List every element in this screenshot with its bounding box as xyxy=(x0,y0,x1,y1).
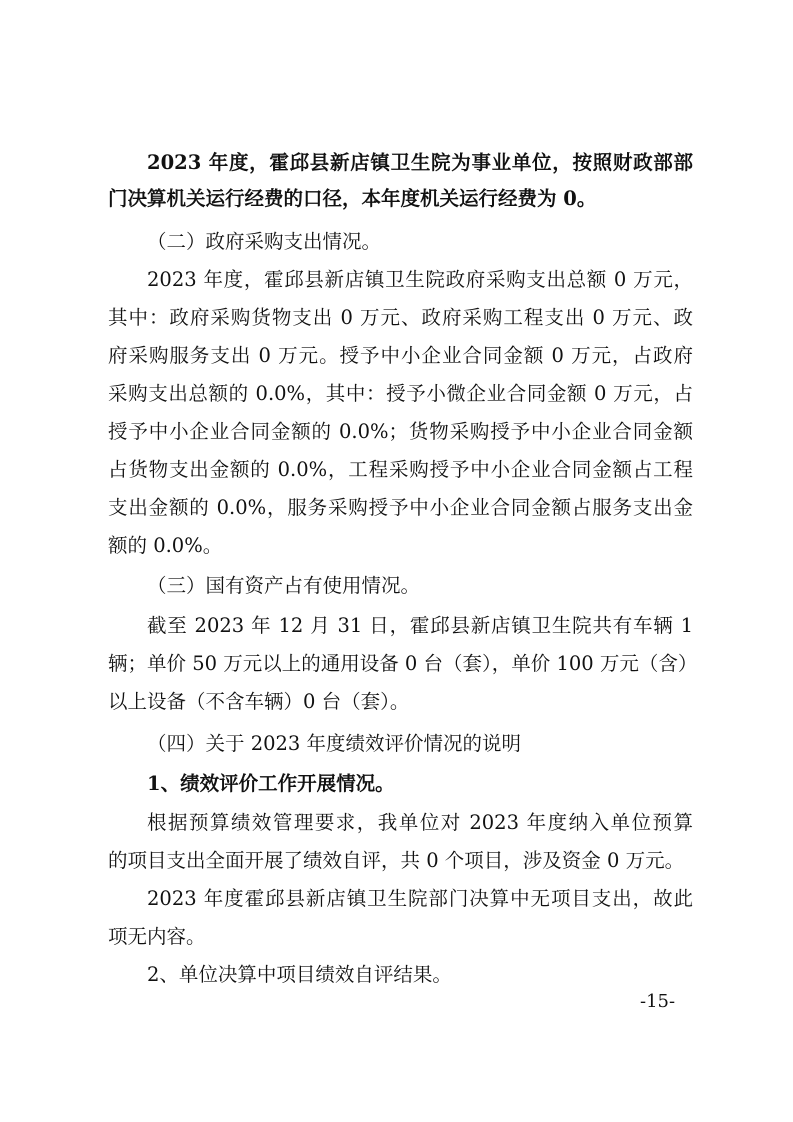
paragraph-procurement-line-2: 其中：政府采购货物支出 0 万元、政府采购工程支出 0 万元、政 xyxy=(108,306,693,329)
heading-state-assets: （三）国有资产占有使用情况。 xyxy=(147,574,421,597)
paragraph-procurement-line-5: 授予中小企业合同金额的 0.0%；货物采购授予中小企业合同金额 xyxy=(108,420,693,443)
paragraph-procurement-line-4: 采购支出总额的 0.0%，其中：授予小微企业合同金额 0 万元，占 xyxy=(108,382,693,405)
paragraph-operating-expense-line-1: 2023 年度，霍邱县新店镇卫生院为事业单位，按照财政部部 xyxy=(147,151,693,174)
heading-performance-evaluation: （四）关于 2023 年度绩效评价情况的说明 xyxy=(147,732,522,755)
heading-evaluation-work: 1、绩效评价工作开展情况。 xyxy=(147,772,395,795)
paragraph-evaluation-line-1: 根据预算绩效管理要求，我单位对 2023 年度纳入单位预算 xyxy=(147,811,693,834)
paragraph-no-project-line-1: 2023 年度霍邱县新店镇卫生院部门决算中无项目支出，故此 xyxy=(147,887,693,910)
paragraph-procurement-line-6: 占货物支出金额的 0.0%，工程采购授予中小企业合同金额占工程 xyxy=(108,458,693,481)
paragraph-procurement-line-1: 2023 年度，霍邱县新店镇卫生院政府采购支出总额 0 万元， xyxy=(147,268,693,291)
paragraph-procurement-line-3: 府采购服务支出 0 万元。授予中小企业合同金额 0 万元，占政府 xyxy=(108,344,693,367)
heading-self-evaluation-results: 2、单位决算中项目绩效自评结果。 xyxy=(147,963,452,986)
page-number: -15- xyxy=(640,991,676,1012)
paragraph-assets-line-3: 以上设备（不含车辆）0 台（套）。 xyxy=(108,690,410,713)
paragraph-no-project-line-2: 项无内容。 xyxy=(108,925,206,948)
paragraph-procurement-line-7: 支出金额的 0.0%，服务采购授予中小企业合同金额占服务支出金 xyxy=(108,496,693,519)
paragraph-procurement-line-8: 额的 0.0%。 xyxy=(108,534,223,557)
paragraph-assets-line-2: 辆；单价 50 万元以上的通用设备 0 台（套），单价 100 万元（含） xyxy=(108,652,698,675)
paragraph-operating-expense-line-2: 门决算机关运行经费的口径，本年度机关运行经费为 0。 xyxy=(108,187,597,210)
paragraph-evaluation-line-2: 的项目支出全面开展了绩效自评，共 0 个项目，涉及资金 0 万元。 xyxy=(108,849,685,872)
heading-government-procurement: （二）政府采购支出情况。 xyxy=(147,230,382,253)
paragraph-assets-line-1: 截至 2023 年 12 月 31 日，霍邱县新店镇卫生院共有车辆 1 xyxy=(147,614,693,637)
